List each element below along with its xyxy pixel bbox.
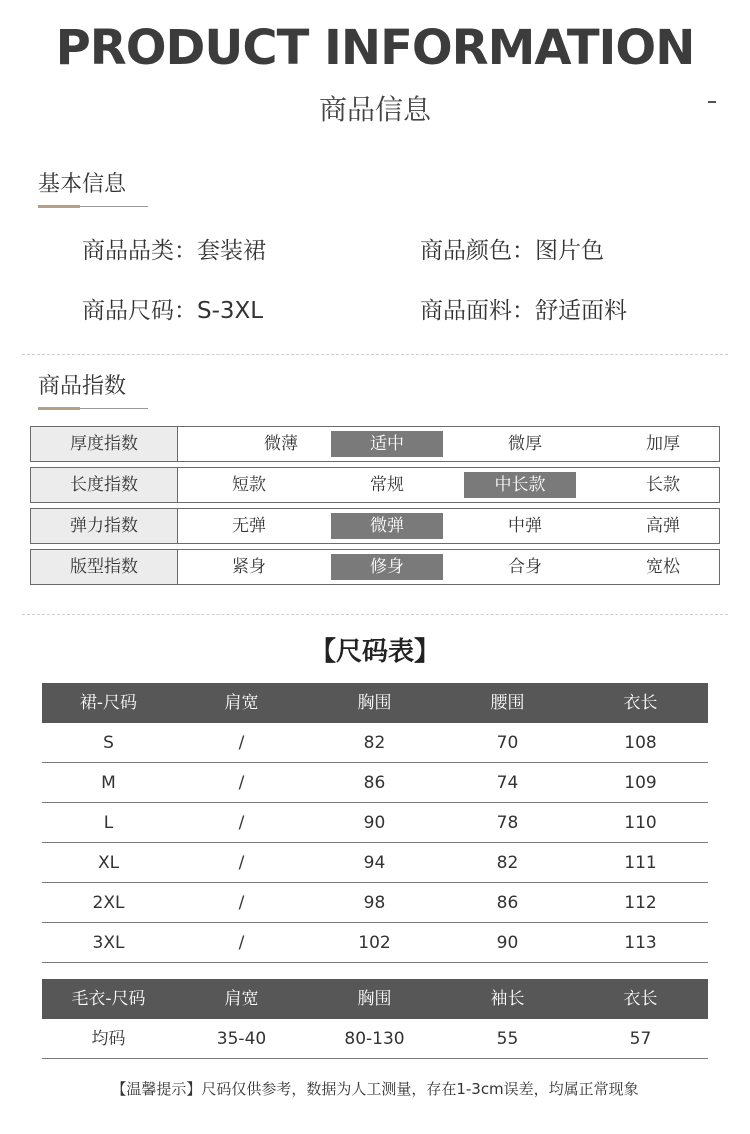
index-option: 微厚 [508,434,542,454]
table-cell: S [103,733,114,753]
table-row [42,843,708,883]
info-label: 商品面料： [420,298,535,324]
table-cell: 108 [624,733,657,753]
index-row-fit [30,549,720,585]
table-header-cell: 衣长 [623,693,658,713]
table-cell: M [101,773,116,793]
table-header-cell: 胸围 [357,693,392,713]
size-chart-title: 【尺码表】 [309,637,440,667]
table-cell: 78 [496,813,519,833]
index-option: 长款 [646,475,680,495]
table-cell: L [103,813,114,833]
table-cell: / [238,773,245,793]
index-option: 微弹 [331,513,443,539]
table-row [42,883,708,923]
table-cell: 86 [496,893,519,913]
index-row-thickness [30,426,720,462]
table-cell: 82 [496,853,519,873]
index-option: 合身 [508,557,542,577]
table-cell: 110 [624,813,657,833]
index-option: 微薄 [264,434,298,454]
table-header-cell: 衣长 [623,989,658,1009]
index-label: 版型指数 [31,550,178,584]
table-cell: / [238,933,245,953]
table-cell: 70 [496,733,519,753]
table-row [42,923,708,963]
index-option: 高弹 [646,516,680,536]
section-heading-basic [38,170,150,200]
index-row-length [30,467,720,503]
table-cell: 3XL [92,933,125,953]
table-cell: 102 [358,933,391,953]
table-cell: 109 [624,773,657,793]
table-cell: / [238,853,245,873]
index-option: 中弹 [508,516,542,536]
info-label: 商品品类： [82,238,197,264]
table-cell: 90 [496,933,519,953]
info-size [82,296,263,326]
section-underline-accent [38,205,80,208]
table-cell: 90 [363,813,386,833]
table-cell: 113 [624,933,657,953]
table-cell: 2XL [92,893,125,913]
index-option: 适中 [331,431,443,457]
table-header-row [42,979,708,1019]
index-label: 长度指数 [31,468,178,502]
info-category [82,236,266,266]
skirt-size-table [42,683,708,963]
index-option: 紧身 [232,557,266,577]
info-color [420,236,604,266]
table-cell: 55 [496,1029,519,1049]
index-label: 厚度指数 [31,427,178,461]
index-option: 中长款 [464,472,576,498]
footnote-tip: 【温馨提示】尺码仅供参考，数据为人工测量，存在1-3cm误差，均属正常现象 [111,1080,639,1098]
table-cell: 均码 [91,1029,126,1049]
table-header-cell: 肩宽 [224,693,259,713]
table-header-cell: 毛衣-尺码 [71,989,146,1009]
info-value: 舒适面料 [535,298,627,324]
index-option: 常规 [370,475,404,495]
table-header-cell: 腰围 [490,693,525,713]
table-cell: / [238,733,245,753]
table-row [42,1019,708,1059]
table-header-cell: 袖长 [490,989,525,1009]
page-title-en: PRODUCT INFORMATION [55,20,695,76]
table-cell: XL [97,853,120,873]
table-cell: 111 [624,853,657,873]
table-header-cell: 胸围 [357,989,392,1009]
table-cell: 74 [496,773,519,793]
page-title-cn: 商品信息 [318,93,431,126]
index-option: 加厚 [646,434,680,454]
info-fabric [420,296,627,326]
section-divider [22,354,728,355]
section-underline-accent [38,407,80,410]
index-option: 修身 [331,554,443,580]
section-heading-indices-text: 商品指数 [38,374,127,399]
table-row [42,803,708,843]
table-cell: 82 [363,733,386,753]
table-cell: 112 [624,893,657,913]
table-row [42,723,708,763]
index-option: 短款 [232,475,266,495]
table-header-cell: 裙-尺码 [79,693,138,713]
section-heading-basic-text: 基本信息 [38,172,127,197]
table-header-cell: 肩宽 [224,989,259,1009]
info-value: S-3XL [197,298,264,324]
decorative-dash [708,101,716,103]
table-row [42,763,708,803]
info-value: 套装裙 [197,238,266,264]
index-option: 宽松 [646,557,680,577]
table-cell: 57 [629,1029,652,1049]
index-option: 无弹 [232,516,266,536]
index-row-elasticity [30,508,720,544]
info-label: 商品颜色： [420,238,535,264]
table-cell: / [238,813,245,833]
table-cell: 94 [363,853,386,873]
info-value: 图片色 [535,238,604,264]
table-cell: 35-40 [216,1029,267,1049]
table-header-row [42,683,708,723]
table-cell: 98 [363,893,386,913]
table-cell: 80-130 [344,1029,405,1049]
section-divider [22,614,728,615]
index-label: 弹力指数 [31,509,178,543]
table-cell: 86 [363,773,386,793]
info-label: 商品尺码： [82,298,197,324]
table-cell: / [238,893,245,913]
sweater-size-table [42,979,708,1059]
section-heading-indices [38,372,150,402]
